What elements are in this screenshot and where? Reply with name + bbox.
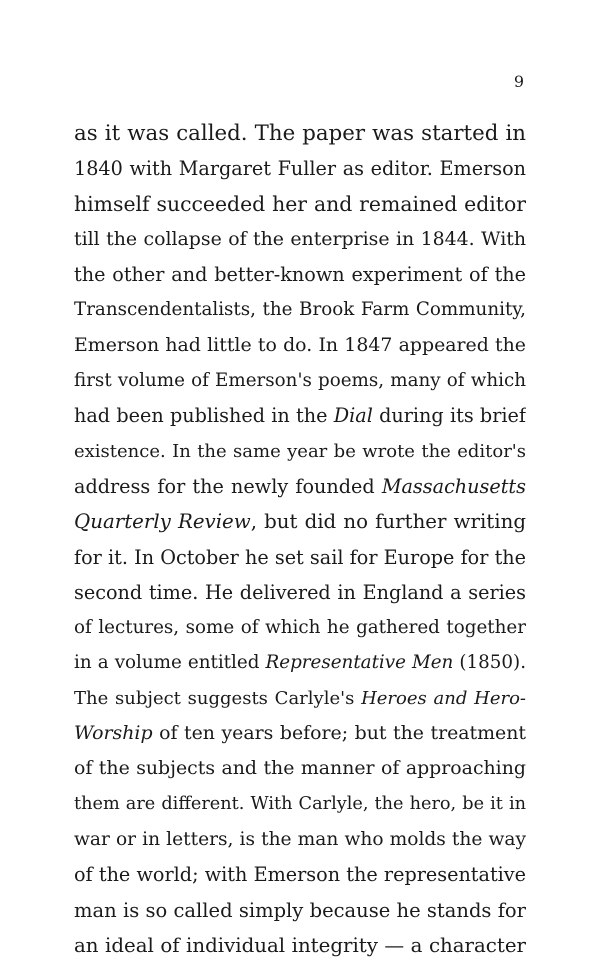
italic-text-segment: Worship (74, 722, 153, 745)
text-line (74, 575, 526, 610)
text-segment: himself succeeded her and remained editor (74, 191, 526, 216)
text-line (74, 681, 526, 716)
text-segment: , but did no further writing (250, 510, 526, 534)
text-segment: second time. He delivered in England a series (74, 580, 526, 604)
text-segment: of lectures, some of which he gathered together (74, 617, 526, 639)
italic-text-segment: Heroes and Hero- (361, 687, 526, 709)
text-segment: an ideal of individual integrity — a character (74, 933, 526, 957)
text-segment: for it. In October he set sail for Europe for the (74, 545, 526, 569)
text-line (74, 469, 526, 504)
text-line (74, 928, 526, 963)
text-segment: them are different. With Carlyle, the hero, be it in (74, 793, 526, 814)
text-line (74, 893, 526, 928)
text-line (74, 398, 526, 433)
text-line (74, 610, 526, 645)
text-line (74, 257, 526, 292)
text-segment: war or in letters, is the man who molds the way (74, 828, 526, 850)
text-line (74, 751, 526, 786)
text-segment: address for the newly founded (74, 474, 382, 498)
text-segment: the other and better-known experiment of the (74, 263, 526, 287)
text-segment: till the collapse of the enterprise in 1844. With (74, 227, 526, 250)
text-line (74, 434, 526, 469)
text-segment: (1850). (453, 652, 526, 674)
text-line (74, 822, 526, 857)
text-segment: of ten years before; but the treatment (152, 722, 526, 745)
page-number: 9 (513, 72, 524, 91)
text-line (74, 116, 526, 151)
text-segment: The subject suggests Carlyle's (74, 687, 362, 709)
text-line (74, 857, 526, 892)
text-segment: had been published in the (74, 404, 334, 428)
text-line (74, 787, 526, 822)
text-line (74, 504, 526, 539)
text-segment: during its brief (372, 404, 526, 428)
text-segment: first volume of Emerson's poems, many of which (74, 370, 526, 392)
text-segment: as it was called. The paper was started in (74, 121, 526, 146)
text-segment: 1840 with Margaret Fuller as editor. Emerson (74, 157, 526, 181)
text-line (74, 292, 526, 327)
text-line (74, 328, 526, 363)
text-line (74, 222, 526, 257)
text-line (74, 645, 526, 680)
text-segment: Emerson had little to do. In 1847 appeared the (74, 333, 526, 356)
text-segment: existence. In the same year be wrote the editor's (74, 440, 526, 462)
text-segment: of the world; with Emerson the representative (74, 863, 526, 887)
text-line (74, 187, 526, 222)
text-segment: Transcendentalists, the Brook Farm Community, (74, 299, 526, 321)
text-segment: man is so called simply because he stands for (74, 898, 526, 922)
text-line (74, 151, 526, 186)
text-line (74, 363, 526, 398)
italic-text-segment: Representative Men (265, 652, 454, 674)
body-text (74, 116, 526, 963)
italic-text-segment: Dial (333, 404, 373, 428)
italic-text-segment: Massachusetts (381, 474, 526, 498)
text-line (74, 540, 526, 575)
italic-text-segment: Quarterly Review (74, 510, 251, 534)
text-line (74, 716, 526, 751)
text-segment: of the subjects and the manner of approaching (74, 757, 526, 780)
text-segment: in a volume entitled (74, 652, 266, 674)
